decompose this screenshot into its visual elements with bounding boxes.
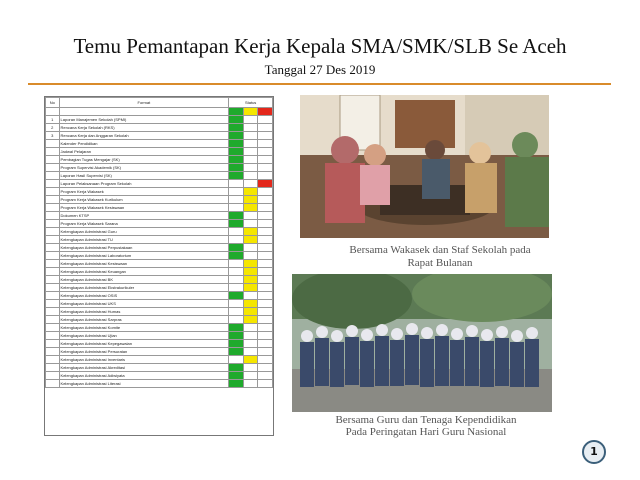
status-cell-red: [258, 220, 273, 228]
row-label: Program Kerja Wakasek Sarana: [59, 220, 229, 228]
status-cell-yellow: [243, 172, 258, 180]
status-cell-green: [229, 300, 244, 308]
row-label: Kelengkapan Administrasi Ekstrakurikuler: [59, 284, 229, 292]
status-cell-green: [229, 140, 244, 148]
status-cell-green: [229, 236, 244, 244]
status-cell-yellow: [243, 228, 258, 236]
row-number: [46, 236, 60, 244]
table-row: [46, 260, 273, 268]
row-label: Kelengkapan Administrasi Persuratan: [59, 348, 229, 356]
row-number: 1: [46, 116, 60, 124]
status-table-image: [44, 96, 274, 436]
status-cell-yellow: [243, 356, 258, 364]
status-cell-red: [258, 140, 273, 148]
status-cell-green: [229, 324, 244, 332]
table-row: [46, 276, 273, 284]
row-number: [46, 164, 60, 172]
table-row: [46, 324, 273, 332]
status-cell-green: [229, 380, 244, 388]
status-cell-red: [258, 124, 273, 132]
row-number: [46, 380, 60, 388]
status-cell-red: [258, 324, 273, 332]
status-cell-yellow: [243, 252, 258, 260]
status-cell-green: [229, 180, 244, 188]
status-cell-yellow: [243, 268, 258, 276]
table-body: [46, 108, 273, 388]
table-row: [46, 180, 273, 188]
row-number: [46, 292, 60, 300]
row-number: [46, 356, 60, 364]
status-cell-green: [229, 108, 244, 116]
col-no-header: No: [46, 98, 60, 108]
row-number: [46, 276, 60, 284]
status-cell-yellow: [243, 116, 258, 124]
status-cell-green: [229, 340, 244, 348]
table-row: [46, 332, 273, 340]
row-label: Pembagian Tugas Mengajar (SK): [59, 156, 229, 164]
status-cell-green: [229, 252, 244, 260]
table-row: [46, 116, 273, 124]
row-number: [46, 364, 60, 372]
page-number-badge: 1: [582, 440, 606, 464]
table-row: [46, 356, 273, 364]
table-row: [46, 156, 273, 164]
table-row: [46, 340, 273, 348]
row-label: Kelengkapan Administrasi Ujian: [59, 332, 229, 340]
row-label: Kelengkapan Administrasi Kepegawaian: [59, 340, 229, 348]
row-label: Kelengkapan Administrasi Literasi: [59, 380, 229, 388]
status-cell-red: [258, 340, 273, 348]
status-cell-green: [229, 132, 244, 140]
row-number: [46, 212, 60, 220]
table-row: [46, 348, 273, 356]
row-label: Kelengkapan Administrasi UKS: [59, 300, 229, 308]
table-row: [46, 300, 273, 308]
status-cell-red: [258, 132, 273, 140]
status-cell-green: [229, 148, 244, 156]
table-row: [46, 380, 273, 388]
status-cell-yellow: [243, 196, 258, 204]
table-row: [46, 108, 273, 116]
status-cell-red: [258, 164, 273, 172]
group-photo: [292, 274, 552, 412]
slide-date: Tanggal 27 Des 2019: [264, 62, 376, 77]
row-label: Kelengkapan Administrasi Komite: [59, 324, 229, 332]
status-cell-yellow: [243, 380, 258, 388]
table-row: [46, 148, 273, 156]
status-cell-red: [258, 332, 273, 340]
status-cell-yellow: [243, 140, 258, 148]
slide-title: Temu Pemantapan Kerja Kepala SMA/SMK/SLB Se Aceh: [73, 34, 567, 58]
divider-line: [28, 83, 611, 85]
row-number: [46, 244, 60, 252]
status-cell-green: [229, 204, 244, 212]
status-cell-green: [229, 212, 244, 220]
status-cell-green: [229, 268, 244, 276]
status-cell-red: [258, 300, 273, 308]
status-cell-yellow: [243, 156, 258, 164]
status-cell-green: [229, 124, 244, 132]
row-label: Kelengkapan Administrasi Kesiswaan: [59, 260, 229, 268]
status-cell-yellow: [243, 324, 258, 332]
status-cell-red: [258, 316, 273, 324]
status-cell-yellow: [243, 132, 258, 140]
status-cell-green: [229, 308, 244, 316]
col-status-header: Status: [229, 98, 273, 108]
row-number: [46, 252, 60, 260]
status-cell-yellow: [243, 244, 258, 252]
status-cell-red: [258, 292, 273, 300]
row-label: Program Kerja Wakasek: [59, 188, 229, 196]
status-cell-green: [229, 196, 244, 204]
status-cell-green: [229, 332, 244, 340]
status-cell-yellow: [243, 204, 258, 212]
row-label: Program Supervisi Akademik (SK): [59, 164, 229, 172]
row-label: Jadwal Pelajaran: [59, 148, 229, 156]
row-number: [46, 196, 60, 204]
table-row: [46, 252, 273, 260]
table-row: [46, 284, 273, 292]
table-row: [46, 172, 273, 180]
table-row: [46, 132, 273, 140]
row-number: [46, 204, 60, 212]
status-cell-red: [258, 156, 273, 164]
status-cell-red: [258, 196, 273, 204]
status-cell-green: [229, 348, 244, 356]
table-row: [46, 140, 273, 148]
status-cell-green: [229, 276, 244, 284]
status-cell-red: [258, 244, 273, 252]
row-number: [46, 228, 60, 236]
row-label: Laporan Manajemen Sekolah (SPMI): [59, 116, 229, 124]
status-cell-red: [258, 308, 273, 316]
status-cell-red: [258, 172, 273, 180]
photo2-caption-line2: Pada Peringatan Hari Guru Nasional: [345, 426, 507, 438]
status-cell-green: [229, 292, 244, 300]
status-table: [45, 97, 273, 388]
status-cell-red: [258, 380, 273, 388]
row-number: [46, 188, 60, 196]
status-cell-green: [229, 116, 244, 124]
status-cell-yellow: [243, 164, 258, 172]
status-cell-yellow: [243, 316, 258, 324]
row-number: 3: [46, 132, 60, 140]
status-cell-red: [258, 276, 273, 284]
status-cell-red: [258, 252, 273, 260]
status-cell-yellow: [243, 284, 258, 292]
status-cell-yellow: [243, 300, 258, 308]
status-cell-yellow: [243, 364, 258, 372]
photo1-caption-line1: Bersama Wakasek dan Staf Sekolah pada: [349, 244, 531, 256]
row-number: [46, 284, 60, 292]
row-label: Kelengkapan Administrasi Keuangan: [59, 268, 229, 276]
table-row: [46, 316, 273, 324]
status-cell-red: [258, 268, 273, 276]
status-cell-green: [229, 188, 244, 196]
row-number: [46, 140, 60, 148]
row-label: Program Kerja Wakasek Kurikulum: [59, 196, 229, 204]
table-row: [46, 204, 273, 212]
status-cell-yellow: [243, 332, 258, 340]
row-number: [46, 172, 60, 180]
row-label: Rencana Kerja dan Anggaran Sekolah: [59, 132, 229, 140]
status-cell-yellow: [243, 372, 258, 380]
row-number: 2: [46, 124, 60, 132]
row-number: [46, 220, 60, 228]
row-number: [46, 340, 60, 348]
table-header-row: [46, 98, 273, 108]
row-number: [46, 180, 60, 188]
status-cell-yellow: [243, 148, 258, 156]
status-cell-red: [258, 212, 273, 220]
col-name-header: Format: [59, 98, 229, 108]
status-cell-green: [229, 156, 244, 164]
row-number: [46, 108, 60, 116]
status-cell-red: [258, 116, 273, 124]
row-label: Kalender Pendidikan: [59, 140, 229, 148]
table-row: [46, 372, 273, 380]
status-cell-yellow: [243, 308, 258, 316]
status-cell-green: [229, 244, 244, 252]
status-cell-red: [258, 188, 273, 196]
row-label: Kelengkapan Administrasi Guru: [59, 228, 229, 236]
status-cell-green: [229, 356, 244, 364]
row-label: Program Kerja Wakasek Kesiswaan: [59, 204, 229, 212]
status-cell-red: [258, 204, 273, 212]
status-cell-yellow: [243, 108, 258, 116]
status-cell-red: [258, 348, 273, 356]
row-label: Kelengkapan Administrasi TU: [59, 236, 229, 244]
status-cell-red: [258, 356, 273, 364]
status-cell-yellow: [243, 236, 258, 244]
status-cell-yellow: [243, 340, 258, 348]
table-row: [46, 308, 273, 316]
status-cell-yellow: [243, 188, 258, 196]
status-cell-green: [229, 260, 244, 268]
table-row: [46, 228, 273, 236]
row-label: Dokumen KTSP: [59, 212, 229, 220]
status-cell-green: [229, 316, 244, 324]
row-number: [46, 372, 60, 380]
row-label: [59, 108, 229, 116]
status-cell-green: [229, 172, 244, 180]
status-cell-yellow: [243, 212, 258, 220]
photo1-caption-line2: Rapat Bulanan: [407, 257, 473, 269]
row-label: Laporan Pelaksanaan Program Sekolah: [59, 180, 229, 188]
status-cell-yellow: [243, 260, 258, 268]
row-label: Kelengkapan Administrasi Sarpras: [59, 316, 229, 324]
row-label: Kelengkapan Administrasi Adiwiyata: [59, 372, 229, 380]
row-label: Kelengkapan Administrasi OSIS: [59, 292, 229, 300]
table-row: [46, 364, 273, 372]
table-row: [46, 124, 273, 132]
row-label: Kelengkapan Administrasi Perpustakaan: [59, 244, 229, 252]
table-row: [46, 188, 273, 196]
status-cell-red: [258, 148, 273, 156]
status-cell-green: [229, 364, 244, 372]
status-cell-green: [229, 164, 244, 172]
table-row: [46, 292, 273, 300]
status-cell-red: [258, 260, 273, 268]
row-number: [46, 348, 60, 356]
row-label: Laporan Hasil Supervisi (SK): [59, 172, 229, 180]
row-label: Kelengkapan Administrasi BK: [59, 276, 229, 284]
row-number: [46, 268, 60, 276]
table-row: [46, 164, 273, 172]
row-label: Rencana Kerja Sekolah (RKS): [59, 124, 229, 132]
status-cell-red: [258, 180, 273, 188]
status-cell-red: [258, 108, 273, 116]
photo2-caption-line1: Bersama Guru dan Tenaga Kependidikan: [335, 414, 517, 426]
status-cell-yellow: [243, 348, 258, 356]
status-cell-red: [258, 372, 273, 380]
table-row: [46, 236, 273, 244]
row-number: [46, 300, 60, 308]
status-cell-red: [258, 284, 273, 292]
status-cell-yellow: [243, 292, 258, 300]
status-cell-yellow: [243, 180, 258, 188]
row-number: [46, 156, 60, 164]
status-cell-green: [229, 228, 244, 236]
table-row: [46, 196, 273, 204]
status-cell-red: [258, 228, 273, 236]
row-number: [46, 316, 60, 324]
row-number: [46, 324, 60, 332]
status-cell-green: [229, 372, 244, 380]
table-row: [46, 268, 273, 276]
row-number: [46, 260, 60, 268]
row-label: Kelengkapan Administrasi Akreditasi: [59, 364, 229, 372]
status-cell-green: [229, 284, 244, 292]
row-label: Kelengkapan Administrasi Laboratorium: [59, 252, 229, 260]
row-number: [46, 308, 60, 316]
status-cell-yellow: [243, 124, 258, 132]
status-cell-yellow: [243, 220, 258, 228]
row-label: Kelengkapan Administrasi Humas: [59, 308, 229, 316]
status-cell-yellow: [243, 276, 258, 284]
status-cell-red: [258, 236, 273, 244]
table-row: [46, 212, 273, 220]
table-row: [46, 244, 273, 252]
row-number: [46, 148, 60, 156]
row-number: [46, 332, 60, 340]
status-cell-green: [229, 220, 244, 228]
meeting-photo: [300, 95, 549, 238]
table-row: [46, 220, 273, 228]
row-label: Kelengkapan Administrasi Inventaris: [59, 356, 229, 364]
status-cell-red: [258, 364, 273, 372]
